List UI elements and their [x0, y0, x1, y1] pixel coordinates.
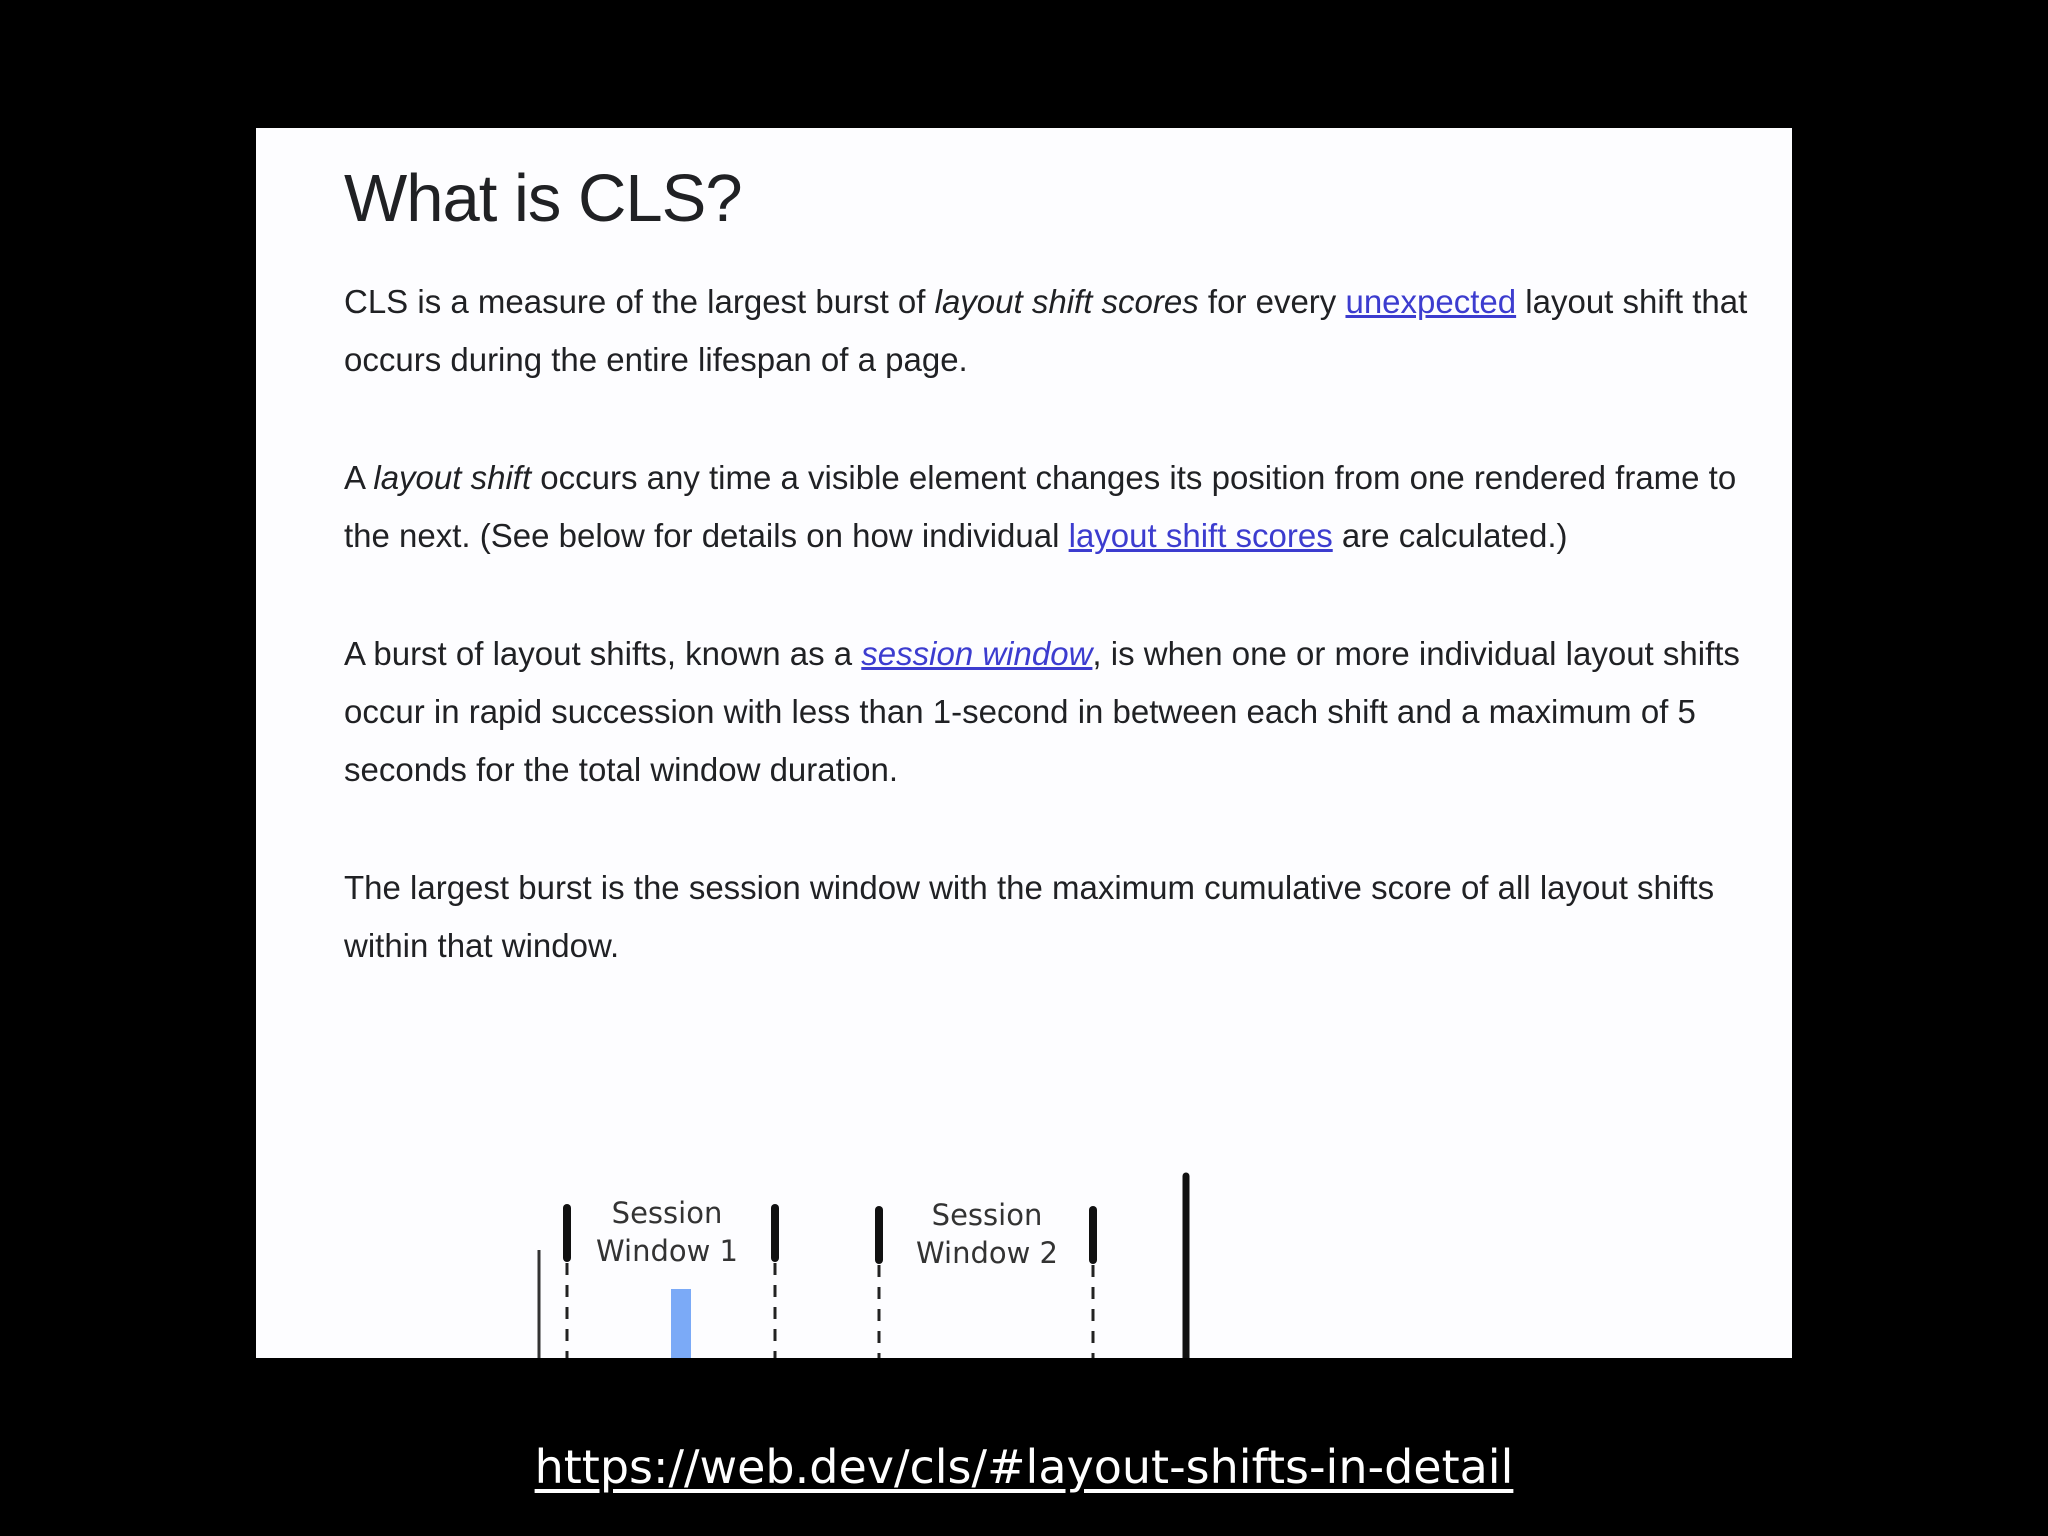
paragraph-1-text-3: layout shift that occurs during the entire lifespan of a page. — [344, 283, 1748, 379]
link-session-window[interactable]: session window — [861, 635, 1093, 673]
article-content — [344, 150, 1754, 1035]
paragraph-3-text-2: , is when one or more individual layout shifts occur in rapid succession with less than 1-second in between each shift and a maximum of 5 seconds for the total window duration. — [344, 635, 1740, 789]
session-1-label-line-2: Window 1 — [595, 1234, 739, 1268]
paragraph-3 — [344, 625, 1754, 799]
paragraph-1-text-1: CLS is a measure of the largest burst of — [344, 283, 935, 321]
paragraph-2-emphasis: layout shift — [373, 459, 532, 497]
paragraph-2-text-1: A — [344, 459, 374, 497]
page-title: What is CLS? — [344, 161, 742, 236]
article-screenshot — [256, 128, 1792, 1358]
paragraph-2 — [344, 449, 1754, 565]
paragraph-1 — [344, 273, 1754, 389]
layout-shift-bar — [671, 1289, 691, 1358]
paragraph-1-text-2: for every — [1198, 283, 1346, 321]
paragraph-2-text-3: are calculated.) — [1332, 517, 1568, 555]
paragraph-2-text-2: occurs any time a visible element changes its position from one rendered frame to the next. (See below for details on how individual — [344, 459, 1737, 555]
link-unexpected[interactable]: unexpected — [1345, 283, 1517, 321]
session-2-label-line-1: Session — [931, 1198, 1043, 1232]
footer-url-link[interactable]: https://web.dev/cls/#layout-shifts-in-detail — [534, 1440, 1514, 1494]
paragraph-4: The largest burst is the session window with the maximum cumulative score of all layout shifts within that window. — [344, 869, 1715, 965]
session-2-label-line-2: Window 2 — [915, 1236, 1059, 1270]
link-layout-shift-scores[interactable]: layout shift scores — [1068, 517, 1333, 555]
session-1-label-line-1: Session — [611, 1196, 723, 1230]
paragraph-3-text-1: A burst of layout shifts, known as a — [344, 635, 862, 673]
paragraph-1-emphasis: layout shift scores — [934, 283, 1199, 321]
